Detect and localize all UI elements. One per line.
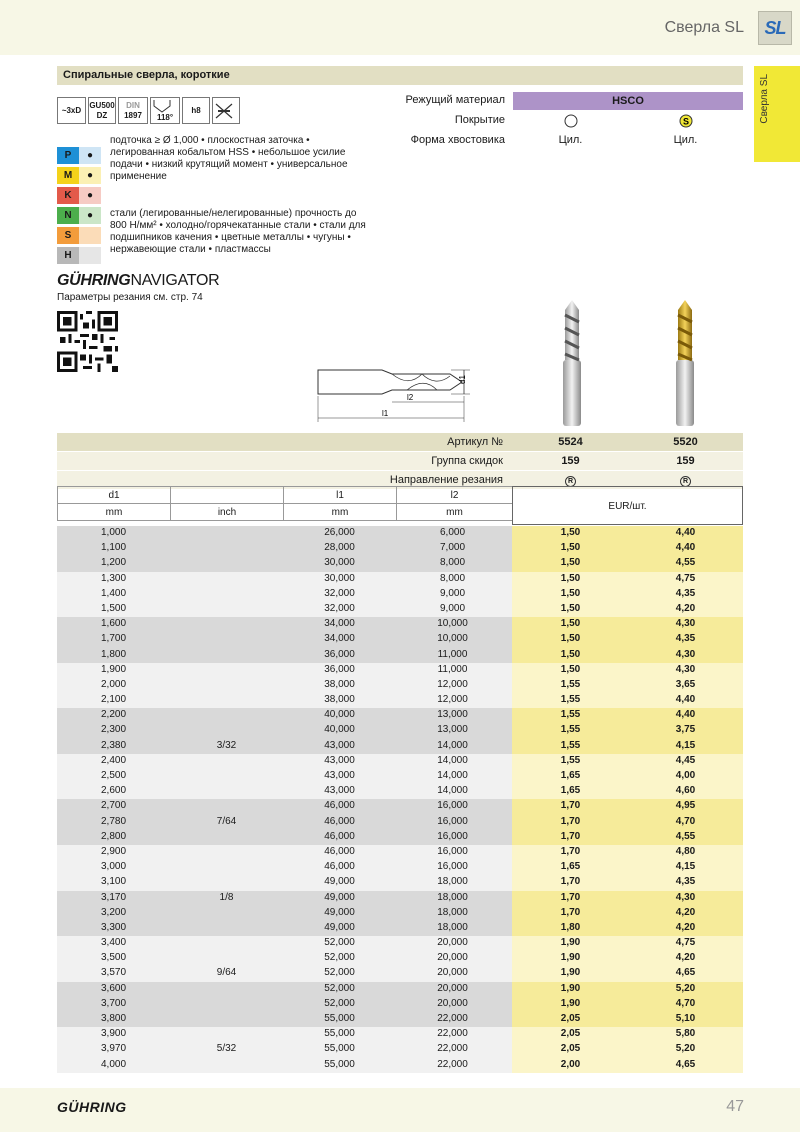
col-empty (171, 487, 284, 504)
cell-p1: 1,55 (560, 694, 581, 706)
cell-l1: 52,000 (324, 952, 355, 964)
cell-p2: 5,10 (675, 1013, 696, 1024)
cell-l1: 46,000 (324, 830, 355, 842)
cell-l2: 16,000 (437, 861, 468, 873)
cell-p1: 1,55 (560, 739, 581, 751)
table-row[interactable] (57, 526, 743, 541)
cell-l2: 14,000 (437, 754, 468, 766)
svg-text:d1: d1 (458, 375, 467, 384)
cell-d1: 1,300 (100, 572, 127, 584)
cell-l2: 12,000 (437, 678, 468, 690)
cell-l2: 22,000 (437, 1028, 468, 1040)
svg-text:S: S (682, 116, 689, 127)
cell-p2: 4,95 (675, 800, 696, 812)
cell-p2: 4,45 (675, 754, 696, 766)
article-row (57, 433, 743, 451)
cell-p1: 1,65 (560, 861, 581, 873)
cell-p2: 4,40 (675, 709, 696, 721)
material-letter: K (57, 187, 79, 204)
material-group-M (57, 167, 101, 184)
cell-d1: 1,700 (100, 633, 127, 645)
cell-p1: 1,50 (560, 618, 581, 630)
cell-l1: 40,000 (324, 724, 355, 736)
cell-p2: 4,60 (675, 785, 696, 797)
data-table (57, 526, 743, 1073)
cell-l2: 18,000 (437, 876, 468, 888)
cell-l1: 28,000 (324, 542, 355, 554)
cell-l2: 16,000 (437, 815, 468, 827)
cell-p1: 1,55 (560, 678, 581, 690)
cell-d1: 3,700 (100, 997, 127, 1009)
cell-d1: 1,600 (100, 618, 127, 630)
cell-l1: 43,000 (324, 785, 355, 797)
cell-l1: 34,000 (324, 618, 355, 630)
cell-p2: 4,15 (675, 739, 696, 751)
cell-l2: 11,000 (437, 663, 468, 675)
cell-d1: 2,500 (100, 770, 127, 781)
cell-d1: 3,200 (100, 906, 127, 918)
table-row[interactable] (57, 1042, 743, 1057)
material-dot: ● (79, 167, 101, 184)
cell-inch: 1/8 (219, 891, 234, 903)
cell-p1: 2,05 (560, 1043, 581, 1055)
navigator-logo: GÜHRINGNAVIGATOR (57, 272, 220, 289)
material-value: HSCO (513, 92, 743, 110)
material-group-P (57, 147, 101, 164)
material-dot: ● (79, 207, 101, 224)
cell-p1: 1,90 (560, 982, 581, 994)
cell-p2: 4,65 (675, 967, 696, 979)
table-row[interactable] (57, 1012, 743, 1027)
shank-label: Форма хвостовика (410, 134, 505, 146)
cell-l1: 36,000 (324, 648, 355, 660)
table-row[interactable] (57, 951, 743, 966)
table-row[interactable] (57, 875, 743, 890)
material-letter: P (57, 147, 79, 164)
cell-p1: 1,70 (560, 891, 581, 903)
cell-l1: 43,000 (324, 770, 355, 781)
table-row[interactable] (57, 936, 743, 951)
material-group-K (57, 187, 101, 204)
cell-p2: 4,20 (675, 602, 696, 614)
cell-p2: 4,20 (675, 921, 696, 933)
coating-s-icon (628, 114, 743, 131)
cell-p2: 4,15 (675, 861, 696, 873)
table-row[interactable] (57, 663, 743, 678)
cell-d1: 1,800 (100, 648, 127, 660)
qr-code-icon[interactable] (57, 311, 118, 372)
table-row[interactable] (57, 966, 743, 981)
cell-p1: 1,50 (560, 663, 581, 675)
cell-d1: 2,100 (100, 694, 127, 706)
cell-l2: 10,000 (437, 618, 468, 630)
material-dot (79, 227, 101, 244)
cell-l1: 52,000 (324, 967, 355, 979)
drill-image-hsco (557, 300, 587, 433)
cell-d1: 2,000 (100, 678, 127, 690)
cell-p2: 4,30 (675, 891, 696, 903)
material-dot: ● (79, 187, 101, 204)
cell-l2: 14,000 (437, 770, 468, 781)
cell-p1: 1,50 (560, 633, 581, 645)
cell-l2: 22,000 (437, 1013, 468, 1024)
cell-l1: 34,000 (324, 633, 355, 645)
coating-label: Покрытие (454, 114, 505, 126)
cell-p2: 5,20 (675, 1043, 696, 1055)
cell-p1: 1,55 (560, 754, 581, 766)
cell-l1: 46,000 (324, 861, 355, 873)
cell-l2: 8,000 (439, 557, 466, 569)
cell-l2: 20,000 (437, 982, 468, 994)
cell-l1: 43,000 (324, 754, 355, 766)
cell-l2: 12,000 (437, 694, 468, 706)
table-row[interactable] (57, 982, 743, 997)
cell-p2: 4,35 (675, 587, 696, 599)
side-tab-label: Сверла SL (759, 74, 770, 124)
table-row[interactable] (57, 815, 743, 830)
cell-d1: 2,300 (100, 724, 127, 736)
cell-p1: 1,70 (560, 845, 581, 857)
cell-d1: 2,780 (100, 815, 127, 827)
cell-l2: 20,000 (437, 967, 468, 979)
table-row[interactable] (57, 830, 743, 845)
drill-dimension-diagram (312, 358, 482, 433)
svg-text:l2: l2 (407, 393, 414, 402)
table-row[interactable] (57, 541, 743, 556)
table-row[interactable] (57, 648, 743, 663)
col-d1: d1 (58, 487, 171, 504)
cell-p2: 3,75 (675, 724, 696, 736)
cell-p2: 4,30 (675, 663, 696, 675)
cell-d1: 3,900 (100, 1028, 127, 1040)
cell-p2: 4,70 (675, 815, 696, 827)
table-row[interactable] (57, 678, 743, 693)
table-row[interactable] (57, 997, 743, 1012)
cell-p1: 1,55 (560, 724, 581, 736)
cell-l2: 13,000 (437, 709, 468, 721)
shank-value-2: Цил. (673, 134, 698, 146)
cell-p2: 5,20 (675, 982, 696, 994)
cell-l1: 46,000 (324, 800, 355, 812)
cell-d1: 1,500 (100, 602, 127, 614)
cell-d1: 2,800 (100, 830, 127, 842)
cell-p2: 4,20 (675, 952, 696, 964)
table-row[interactable] (57, 860, 743, 875)
cell-d1: 2,700 (100, 800, 127, 812)
table-row[interactable] (57, 617, 743, 632)
cell-p1: 1,55 (560, 709, 581, 721)
cell-l2: 18,000 (437, 906, 468, 918)
cell-l2: 9,000 (439, 587, 466, 599)
cell-p1: 1,70 (560, 800, 581, 812)
table-row[interactable] (57, 572, 743, 587)
cell-d1: 3,170 (100, 891, 127, 903)
cell-d1: 1,900 (100, 663, 127, 675)
cell-l2: 11,000 (437, 648, 468, 660)
right-hand-icon: R (628, 474, 743, 487)
table-row[interactable] (57, 769, 743, 784)
cell-d1: 2,600 (100, 785, 127, 797)
sl-logo-text: SL (764, 17, 786, 38)
material-group-H (57, 247, 101, 264)
table-row[interactable] (57, 739, 743, 754)
table-row[interactable] (57, 891, 743, 906)
discount-label: Группа скидок (431, 455, 503, 467)
cell-p2: 4,40 (675, 527, 696, 538)
description-materials: стали (легированные/нелегированные) прочность до 800 Н/мм² • холодно/горячекатанные стали • стали для подшипников качения • цветные металлы • чугуны • нержавеющие стали • пластмассы (110, 208, 366, 255)
table-row[interactable] (57, 754, 743, 769)
table-row[interactable] (57, 1058, 743, 1073)
cell-d1: 3,500 (100, 952, 127, 964)
cell-p2: 4,65 (675, 1058, 696, 1070)
symbol-gu500: GU500 DZ (88, 97, 116, 124)
cell-l1: 46,000 (324, 815, 355, 827)
cell-p2: 4,30 (675, 618, 696, 630)
cell-d1: 1,100 (100, 542, 127, 554)
cell-l2: 22,000 (437, 1043, 468, 1055)
cell-p1: 1,50 (560, 557, 581, 569)
cell-l1: 38,000 (324, 694, 355, 706)
cell-p2: 4,35 (675, 876, 696, 888)
cell-p1: 1,65 (560, 785, 581, 797)
cell-p1: 2,00 (560, 1058, 581, 1070)
cell-d1: 1,000 (100, 527, 127, 538)
material-label: Режущий материал (405, 94, 505, 106)
cell-p2: 4,20 (675, 906, 696, 918)
cell-p2: 4,75 (675, 572, 696, 584)
discount-row (57, 452, 743, 470)
cell-l1: 30,000 (324, 557, 355, 569)
article-value-1[interactable]: 5524 (558, 436, 583, 448)
cell-l1: 32,000 (324, 587, 355, 599)
cell-p2: 4,55 (675, 557, 696, 569)
table-row[interactable] (57, 906, 743, 921)
cell-inch: 5/32 (216, 1043, 237, 1055)
cell-p2: 4,80 (675, 845, 696, 857)
direction-label: Направление резания (389, 474, 503, 486)
cell-p2: 4,30 (675, 648, 696, 660)
cell-p2: 4,70 (675, 997, 696, 1009)
cell-l1: 55,000 (324, 1028, 355, 1040)
table-row[interactable] (57, 845, 743, 860)
cell-l2: 7,000 (439, 542, 466, 554)
sl-logo (758, 11, 792, 45)
cell-p1: 1,80 (560, 921, 581, 933)
footer-brand-logo: GÜHRING (57, 1099, 127, 1115)
cell-l2: 14,000 (437, 739, 468, 751)
cell-d1: 3,400 (100, 937, 127, 949)
col-l1: l1 (284, 487, 397, 504)
cell-l2: 6,000 (439, 527, 466, 538)
description-features: подточка ≥ Ø 1,000 • плоскостная заточка • легированная кобальтом HSS • небольшое усилие подачи • низкий крутящий момент • универсальное применение (110, 135, 348, 182)
cell-p2: 4,40 (675, 694, 696, 706)
cell-d1: 3,000 (100, 861, 127, 873)
cell-l2: 8,000 (439, 572, 466, 584)
page-number: 47 (726, 1098, 744, 1115)
discount-value-1: 159 (561, 455, 580, 467)
cell-l2: 14,000 (437, 785, 468, 797)
cell-d1: 4,000 (100, 1058, 127, 1070)
cell-l1: 52,000 (324, 937, 355, 949)
cell-p2: 5,80 (675, 1028, 696, 1040)
navigator-note: Параметры резания см. стр. 74 (57, 292, 203, 303)
cell-l1: 55,000 (324, 1058, 355, 1070)
material-letter: S (57, 227, 79, 244)
unit-l1: mm (284, 504, 397, 521)
cell-l1: 40,000 (324, 709, 355, 721)
cell-p1: 2,05 (560, 1028, 581, 1040)
symbol-din: DIN 1897 (118, 97, 148, 124)
symbol-depth: ~3xD (57, 97, 86, 124)
cell-l2: 16,000 (437, 845, 468, 857)
cell-d1: 1,200 (100, 557, 127, 569)
cell-inch: 9/64 (216, 967, 237, 979)
right-hand-icon: R (513, 474, 628, 487)
cell-p1: 1,50 (560, 587, 581, 599)
table-row[interactable] (57, 799, 743, 814)
cell-d1: 3,600 (100, 982, 127, 994)
material-group-S (57, 227, 101, 244)
cell-l2: 16,000 (437, 830, 468, 842)
cell-l1: 55,000 (324, 1013, 355, 1024)
cell-l2: 18,000 (437, 921, 468, 933)
table-row[interactable] (57, 784, 743, 799)
no-coolant-icon (212, 97, 240, 124)
cell-l1: 36,000 (324, 663, 355, 675)
cell-p2: 4,75 (675, 937, 696, 949)
cell-p1: 1,65 (560, 770, 581, 781)
cell-inch: 3/32 (216, 739, 237, 751)
cell-p1: 1,90 (560, 952, 581, 964)
cell-p1: 1,90 (560, 967, 581, 979)
cell-d1: 2,200 (100, 709, 127, 721)
cell-d1: 2,400 (100, 754, 127, 766)
discount-value-2: 159 (676, 455, 695, 467)
table-row[interactable] (57, 693, 743, 708)
cell-p1: 1,50 (560, 527, 581, 538)
cell-p1: 1,50 (560, 542, 581, 554)
col-l2: l2 (397, 487, 513, 504)
unit-inch: inch (171, 504, 284, 521)
drill-image-tin (670, 300, 700, 433)
material-letter: N (57, 207, 79, 224)
table-row[interactable] (57, 632, 743, 647)
material-letter: M (57, 167, 79, 184)
cell-l1: 49,000 (324, 891, 355, 903)
cell-inch: 7/64 (216, 815, 237, 827)
cell-p2: 3,65 (675, 678, 696, 690)
cell-p1: 1,90 (560, 997, 581, 1009)
cell-d1: 3,570 (100, 967, 127, 979)
cell-l1: 30,000 (324, 572, 355, 584)
cell-l1: 52,000 (324, 997, 355, 1009)
cell-d1: 2,380 (100, 739, 127, 751)
article-label: Артикул № (447, 436, 503, 448)
unit-d1: mm (58, 504, 171, 521)
cell-p1: 2,05 (560, 1013, 581, 1024)
side-tab[interactable] (754, 66, 800, 162)
cell-p2: 4,35 (675, 633, 696, 645)
cell-d1: 1,400 (100, 587, 127, 599)
table-row[interactable] (57, 708, 743, 723)
table-row[interactable] (57, 587, 743, 602)
cell-l2: 22,000 (437, 1058, 468, 1070)
table-row[interactable] (57, 556, 743, 571)
cell-l2: 10,000 (437, 633, 468, 645)
cell-p2: 4,55 (675, 830, 696, 842)
cell-l1: 49,000 (324, 876, 355, 888)
shank-value-1: Цил. (558, 134, 583, 146)
coating-none-icon (513, 114, 628, 131)
cell-p1: 1,70 (560, 815, 581, 827)
table-header (57, 486, 513, 521)
material-group-N (57, 207, 101, 224)
cell-p1: 1,50 (560, 602, 581, 614)
cell-p1: 1,50 (560, 572, 581, 584)
cell-d1: 2,900 (100, 845, 127, 857)
section-title: Спиральные сверла, короткие (57, 66, 743, 85)
material-dot (79, 247, 101, 264)
symbol-tolerance: h8 (182, 97, 210, 124)
table-row[interactable] (57, 602, 743, 617)
cell-l2: 16,000 (437, 800, 468, 812)
cell-l2: 20,000 (437, 952, 468, 964)
material-dot: ● (79, 147, 101, 164)
table-row[interactable] (57, 921, 743, 936)
table-row[interactable] (57, 1027, 743, 1042)
cell-p1: 1,50 (560, 648, 581, 660)
unit-l2: mm (397, 504, 513, 521)
cell-l1: 55,000 (324, 1043, 355, 1055)
point-angle-icon: 118° (150, 97, 180, 124)
cell-l1: 43,000 (324, 739, 355, 751)
cell-p1: 1,90 (560, 937, 581, 949)
cell-l1: 49,000 (324, 906, 355, 918)
cell-l2: 13,000 (437, 724, 468, 736)
cell-l2: 18,000 (437, 891, 468, 903)
cell-p2: 4,00 (675, 770, 696, 781)
table-row[interactable] (57, 723, 743, 738)
cell-d1: 3,300 (100, 921, 127, 933)
cell-p1: 1,70 (560, 830, 581, 842)
cell-l1: 32,000 (324, 602, 355, 614)
cell-d1: 3,970 (100, 1043, 127, 1055)
cell-l1: 52,000 (324, 982, 355, 994)
article-value-2[interactable]: 5520 (673, 436, 698, 448)
cell-d1: 3,800 (100, 1013, 127, 1024)
cell-l2: 20,000 (437, 997, 468, 1009)
cell-l1: 38,000 (324, 678, 355, 690)
cell-l2: 20,000 (437, 937, 468, 949)
price-unit-header: EUR/шт. (512, 486, 743, 525)
cell-p1: 1,70 (560, 906, 581, 918)
cell-l2: 9,000 (439, 602, 466, 614)
cell-d1: 3,100 (100, 876, 127, 888)
cell-l1: 46,000 (324, 845, 355, 857)
cell-l1: 26,000 (324, 527, 355, 538)
material-letter: H (57, 247, 79, 264)
page-header-title: Сверла SL (664, 19, 744, 36)
cell-p1: 1,70 (560, 876, 581, 888)
cell-p2: 4,40 (675, 542, 696, 554)
cell-l1: 49,000 (324, 921, 355, 933)
svg-text:l1: l1 (382, 409, 389, 418)
